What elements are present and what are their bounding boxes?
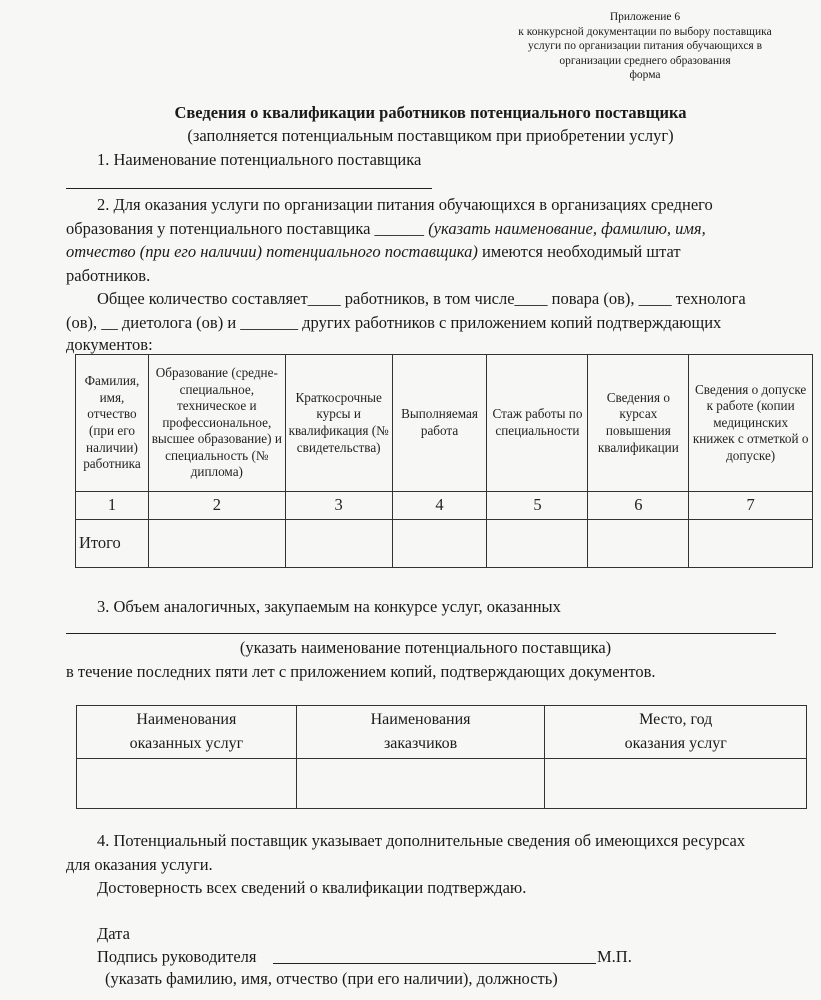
- total-cell[interactable]: [487, 520, 588, 568]
- column-header-line: Место, год: [639, 711, 713, 728]
- section-2-text: образования у потенциального поставщика ______: [66, 219, 429, 238]
- services-table: [76, 705, 807, 809]
- section-2-line: [66, 240, 681, 264]
- signature-label: Подпись руководителя: [97, 947, 257, 966]
- date-label: Дата: [97, 924, 130, 943]
- staff-count-line: Общее количество составляет____ работников, в том числе____ повара (ов), ____ технолога: [97, 289, 746, 308]
- table-cell[interactable]: [77, 759, 297, 809]
- total-cell[interactable]: [148, 520, 285, 568]
- table-row: [77, 759, 807, 809]
- stamp-label: М.П.: [597, 947, 632, 966]
- section-2-line: [66, 217, 706, 241]
- total-label: Итого: [76, 520, 149, 568]
- column-header: Выполняемая работа: [392, 355, 487, 492]
- column-number: 2: [148, 492, 285, 520]
- signature-hint: (указать фамилию, имя, отчество (при его наличии), должность): [105, 969, 558, 988]
- column-header: Сведения о курсах повышения квалификации: [588, 355, 689, 492]
- appendix-form-label: форма: [629, 69, 661, 81]
- confirmation-text: Достоверность всех сведений о квалификации подтверждаю.: [97, 878, 527, 897]
- table-cell[interactable]: [296, 759, 545, 809]
- section-3-line: в течение последних пяти лет с приложением копий, подтверждающих документов.: [66, 662, 656, 681]
- section-2-text: имеются необходимый штат: [477, 242, 681, 261]
- signature-line[interactable]: [273, 963, 596, 964]
- document-subtitle: (заполняется потенциальным поставщиком при приобретении услуг): [187, 126, 674, 145]
- column-number: 1: [76, 492, 149, 520]
- column-header-line: Наименования: [136, 711, 237, 728]
- section-4-line: 4. Потенциальный поставщик указывает дополнительные сведения об имеющихся ресурсах: [97, 831, 746, 850]
- appendix-line: организации среднего образования: [559, 54, 731, 67]
- document-title: Сведения о квалификации работников потенциального поставщика: [174, 103, 687, 122]
- section-2-hint: (указать наименование, фамилию, имя,: [428, 219, 706, 238]
- supplier-name-line[interactable]: [66, 188, 432, 189]
- staff-count-line: документов:: [66, 335, 153, 354]
- total-cell[interactable]: [588, 520, 689, 568]
- column-number: 5: [487, 492, 588, 520]
- column-header-line: оказания услуг: [624, 735, 727, 752]
- appendix-line: к конкурсной документации по выбору поставщика: [518, 25, 772, 38]
- section-2-line: 2. Для оказания услуги по организации питания обучающихся в организациях среднего: [97, 195, 713, 214]
- column-header-line: Наименования: [370, 711, 471, 728]
- section-1-label: 1. Наименование потенциального поставщика: [97, 150, 422, 169]
- total-cell[interactable]: [689, 520, 813, 568]
- supplier-name-hint: (указать наименование потенциального поставщика): [239, 638, 612, 657]
- column-header: [77, 706, 297, 759]
- appendix-number: Приложение 6: [609, 11, 681, 23]
- section-4-line: для оказания услуги.: [66, 855, 213, 874]
- column-header-line: заказчиков: [383, 735, 458, 752]
- column-number-row: [76, 492, 813, 520]
- table-cell[interactable]: [545, 759, 807, 809]
- column-header: [545, 706, 807, 759]
- column-header: Образование (средне-специальное, техническое и профессиональное, высшее образование) и специальность (№ диплома): [148, 355, 285, 492]
- column-header-line: оказанных услуг: [129, 735, 244, 752]
- total-cell[interactable]: [392, 520, 487, 568]
- staff-count-line: (ов), __ диетолога (ов) и _______ других работников с приложением копий подтверждающих: [66, 313, 722, 332]
- column-number: 3: [285, 492, 392, 520]
- total-row: [76, 520, 813, 568]
- table-header-row: [77, 706, 807, 759]
- total-cell[interactable]: [285, 520, 392, 568]
- section-2-hint: отчество (при его наличии) потенциального поставщика): [66, 242, 478, 261]
- supplier-name-line[interactable]: [66, 633, 776, 634]
- section-2-line: работников.: [66, 266, 151, 285]
- column-number: 6: [588, 492, 689, 520]
- column-header: Фамилия, имя, отчество (при его наличии) работника: [76, 355, 149, 492]
- appendix-header: [480, 10, 810, 83]
- column-number: 4: [392, 492, 487, 520]
- table-header-row: [76, 355, 813, 492]
- column-header: Сведения о допуске к работе (копии медицинских книжек с отметкой о допуске): [689, 355, 813, 492]
- section-3-line: 3. Объем аналогичных, закупаемым на конкурсе услуг, оказанных: [97, 597, 561, 616]
- column-header: Краткосрочные курсы и квалификация (№ свидетельства): [285, 355, 392, 492]
- column-number: 7: [689, 492, 813, 520]
- column-header: [296, 706, 545, 759]
- staff-qualification-table: [75, 354, 813, 568]
- column-header: Стаж работы по специальности: [487, 355, 588, 492]
- appendix-line: услуги по организации питания обучающихся в: [527, 40, 763, 52]
